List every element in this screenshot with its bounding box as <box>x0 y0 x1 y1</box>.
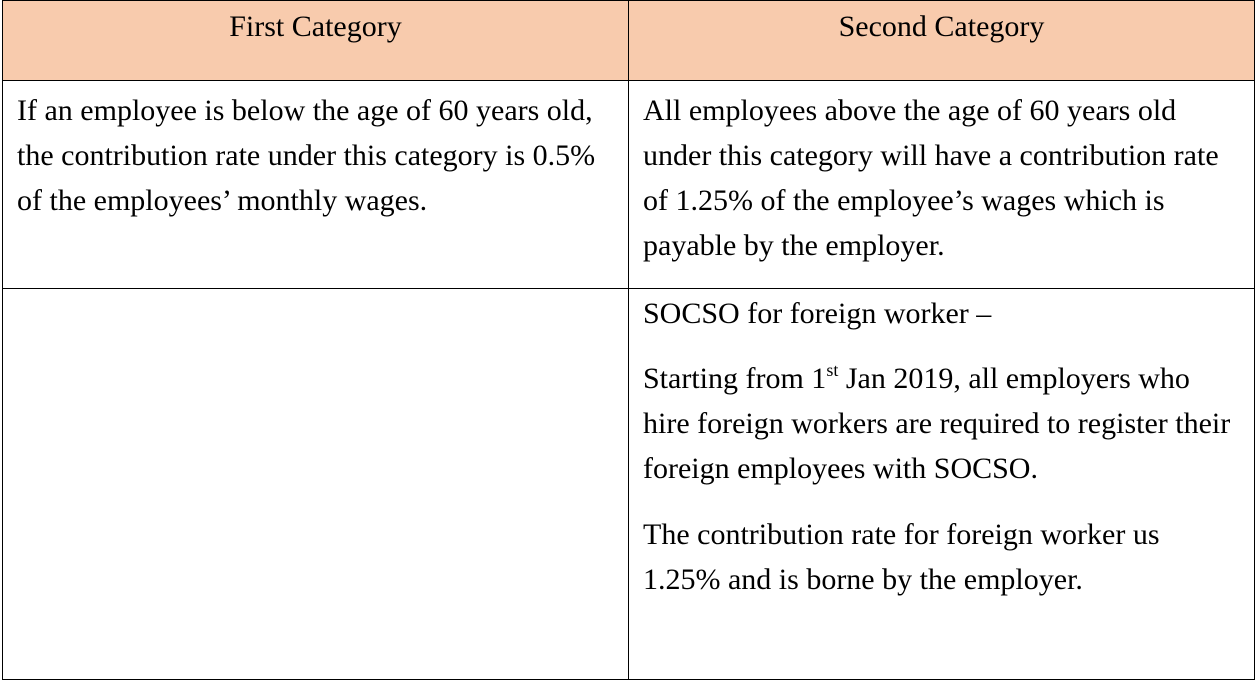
foreign-worker-rate: The contribution rate for foreign worker us 1.25% and is borne by the employer. <box>643 518 1160 596</box>
foreign-worker-heading: SOCSO for foreign worker – <box>643 297 992 330</box>
second-category-text: All employees above the age of 60 years old under this category will have a contribution rate of 1.25% of the employee’s wages which is payable by the employer. <box>643 94 1219 262</box>
second-category-cell <box>629 81 1255 289</box>
registration-text-end: Jan 2019, all employers who hire foreign workers are required to register their foreign employees with SOCSO. <box>643 362 1231 485</box>
ordinal-suffix: st <box>826 360 839 380</box>
first-category-cell <box>3 81 629 289</box>
table-row <box>3 289 1255 680</box>
first-category-text: If an employee is below the age of 60 years old, the contribution rate under this category is 0.5% of the employees’ monthly wages. <box>17 94 596 217</box>
table-row <box>3 81 1255 289</box>
foreign-worker-cell <box>629 289 1255 680</box>
registration-text-start: Starting from 1 <box>643 362 827 395</box>
empty-first-cell <box>3 289 629 680</box>
foreign-worker-registration <box>643 356 1242 491</box>
header-second-category: Second Category <box>629 1 1255 81</box>
header-first-category: First Category <box>3 1 629 81</box>
contribution-table <box>2 0 1255 680</box>
table-header-row <box>3 1 1255 81</box>
